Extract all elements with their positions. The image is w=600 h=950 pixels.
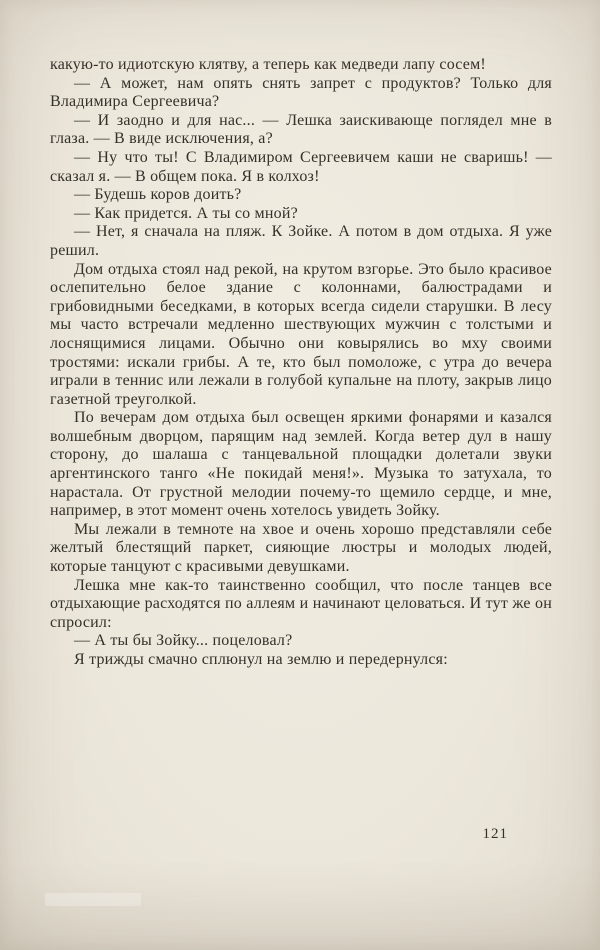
paragraph: — Нет, я сначала на пляж. К Зойке. А потом в дом отдыха. Я уже решил.	[50, 223, 552, 259]
paragraph: какую-то идиотскую клятву, а теперь как медведи лапу сосем!	[50, 56, 486, 73]
paragraph: Дом отдыха стоял над рекой, на крутом взгорье. Это было красивое ослепительно белое здание с колоннами, балюстрадами и грибовидными беседками, в которых всегда сидели старушки. В лесу мы часто встречали медленно шествующих мужчин с толстыми и лоснящимися лицами. Обычно они ковырялись во мху своими тростями: искали грибы. А те, кто был помоложе, с утра до вечера играли в теннис или лежали в голубой купальне на плоту, закрыв лицо газетной треуголкой.	[50, 260, 552, 408]
paragraph: — А может, нам опять снять запрет с продуктов? Только для Владимира Сергеевича?	[50, 74, 552, 111]
paragraph: — Как придется. А ты со мной?	[74, 204, 298, 222]
paragraph: Я трижды смачно сплюнул на землю и передернулся:	[74, 651, 448, 668]
scan-artifact	[45, 893, 141, 906]
paragraph: — А ты бы Зойку... поцеловал?	[74, 632, 293, 650]
paragraph: — Ну что ты! С Владимиром Сергеевичем каши не сваришь! — сказал я. — В общем пока. Я в колхоз!	[50, 148, 552, 185]
page-number: 121	[482, 826, 508, 842]
paragraph: — И заодно и для нас... — Лешка заискивающе поглядел мне в глаза. — В виде исключения, а?	[50, 111, 552, 148]
paragraph: Мы лежали в темноте на хвое и очень хорошо представляли себе желтый блестящий паркет, сияющие люстры и молодых людей, которые танцуют с красивыми девушками.	[50, 520, 552, 576]
paragraph: — Будешь коров доить?	[74, 186, 242, 204]
paragraph: Лешка мне как-то таинственно сообщил, что после танцев все отдыхающие расходятся по аллеям и начинают целоваться. И тут же он спросил:	[50, 576, 552, 631]
page-text-block	[50, 56, 552, 670]
paragraph: По вечерам дом отдыха был освещен яркими фонарями и казался волшебным дворцом, парящим над землей. Когда ветер дул в нашу сторону, до шалаша с танцевальной площадки долетали звуки аргентинского танго «Не покидай меня!». Музыка то затухала, то нарастала. От грустной мелодии почему-то щемило сердце, и мне, например, в этот момент очень хотелось увидеть Зойку.	[50, 409, 552, 520]
